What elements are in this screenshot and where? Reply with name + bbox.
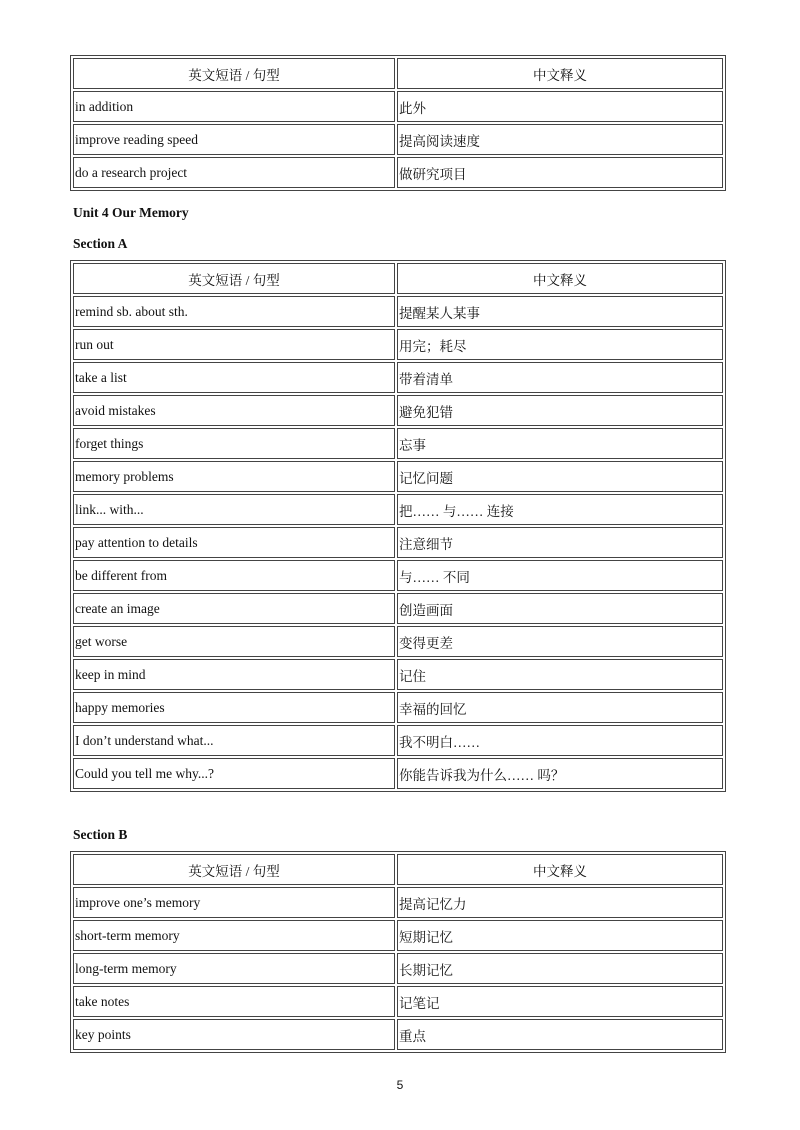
english-phrase: get worse xyxy=(73,626,395,657)
english-phrase: memory problems xyxy=(73,461,395,492)
chinese-meaning: 重点 xyxy=(397,1019,723,1050)
chinese-meaning: 用完；耗尽 xyxy=(397,329,723,360)
english-phrase: avoid mistakes xyxy=(73,395,395,426)
chinese-meaning: 忘事 xyxy=(397,428,723,459)
table-header-row xyxy=(73,263,723,294)
chinese-meaning: 记忆问题 xyxy=(397,461,723,492)
column-header-english: 英文短语 / 句型 xyxy=(73,854,395,885)
table-row xyxy=(73,953,723,984)
table-row xyxy=(73,1019,723,1050)
english-phrase: run out xyxy=(73,329,395,360)
chinese-meaning: 变得更差 xyxy=(397,626,723,657)
english-phrase: forget things xyxy=(73,428,395,459)
chinese-meaning: 此外 xyxy=(397,91,723,122)
table-row xyxy=(73,428,723,459)
column-header-chinese: 中文释义 xyxy=(397,263,723,294)
chinese-meaning: 做研究项目 xyxy=(397,157,723,188)
vocab-table xyxy=(70,260,726,792)
page-number: 5 xyxy=(396,1078,404,1092)
table-row xyxy=(73,986,723,1017)
chinese-meaning: 与…… 不同 xyxy=(397,560,723,591)
chinese-meaning: 短期记忆 xyxy=(397,920,723,951)
column-header-chinese: 中文释义 xyxy=(397,58,723,89)
english-phrase: keep in mind xyxy=(73,659,395,690)
section-a-heading: Section A xyxy=(73,236,128,251)
section-b-heading: Section B xyxy=(73,827,128,842)
english-phrase: remind sb. about sth. xyxy=(73,296,395,327)
chinese-meaning: 记住 xyxy=(397,659,723,690)
table-header-row xyxy=(73,854,723,885)
english-phrase: happy memories xyxy=(73,692,395,723)
chinese-meaning: 提高阅读速度 xyxy=(397,124,723,155)
table-row xyxy=(73,296,723,327)
english-phrase: I don’t understand what... xyxy=(73,725,395,756)
english-phrase: Could you tell me why...? xyxy=(73,758,395,789)
vocab-table xyxy=(70,55,726,191)
table-row xyxy=(73,91,723,122)
table-row xyxy=(73,626,723,657)
table-row xyxy=(73,725,723,756)
chinese-meaning: 注意细节 xyxy=(397,527,723,558)
table-row xyxy=(73,329,723,360)
table-row xyxy=(73,124,723,155)
english-phrase: pay attention to details xyxy=(73,527,395,558)
english-phrase: link... with... xyxy=(73,494,395,525)
chinese-meaning: 我不明白…… xyxy=(397,725,723,756)
chinese-meaning: 把…… 与…… 连接 xyxy=(397,494,723,525)
table-row xyxy=(73,461,723,492)
english-phrase: do a research project xyxy=(73,157,395,188)
table-row xyxy=(73,527,723,558)
table-row xyxy=(73,362,723,393)
chinese-meaning: 带着清单 xyxy=(397,362,723,393)
vocab-table-intro xyxy=(70,55,726,191)
table-header-row xyxy=(73,58,723,89)
english-phrase: create an image xyxy=(73,593,395,624)
table-row xyxy=(73,593,723,624)
chinese-meaning: 你能告诉我为什么…… 吗？ xyxy=(397,758,723,789)
table-row xyxy=(73,920,723,951)
column-header-chinese: 中文释义 xyxy=(397,854,723,885)
english-phrase: key points xyxy=(73,1019,395,1050)
vocab-table-section-a xyxy=(70,260,726,792)
chinese-meaning: 创造画面 xyxy=(397,593,723,624)
english-phrase: in addition xyxy=(73,91,395,122)
chinese-meaning: 提高记忆力 xyxy=(397,887,723,918)
table-row xyxy=(73,659,723,690)
vocab-table xyxy=(70,851,726,1053)
english-phrase: improve one’s memory xyxy=(73,887,395,918)
chinese-meaning: 长期记忆 xyxy=(397,953,723,984)
english-phrase: improve reading speed xyxy=(73,124,395,155)
table-row xyxy=(73,560,723,591)
vocab-table-section-b xyxy=(70,851,726,1053)
column-header-english: 英文短语 / 句型 xyxy=(73,58,395,89)
english-phrase: be different from xyxy=(73,560,395,591)
english-phrase: take a list xyxy=(73,362,395,393)
column-header-english: 英文短语 / 句型 xyxy=(73,263,395,294)
table-row xyxy=(73,758,723,789)
chinese-meaning: 避免犯错 xyxy=(397,395,723,426)
chinese-meaning: 记笔记 xyxy=(397,986,723,1017)
english-phrase: short-term memory xyxy=(73,920,395,951)
chinese-meaning: 提醒某人某事 xyxy=(397,296,723,327)
english-phrase: long-term memory xyxy=(73,953,395,984)
chinese-meaning: 幸福的回忆 xyxy=(397,692,723,723)
table-row xyxy=(73,494,723,525)
table-row xyxy=(73,157,723,188)
english-phrase: take notes xyxy=(73,986,395,1017)
table-row xyxy=(73,395,723,426)
table-row xyxy=(73,887,723,918)
unit-title: Unit 4 Our Memory xyxy=(73,205,189,220)
table-row xyxy=(73,692,723,723)
